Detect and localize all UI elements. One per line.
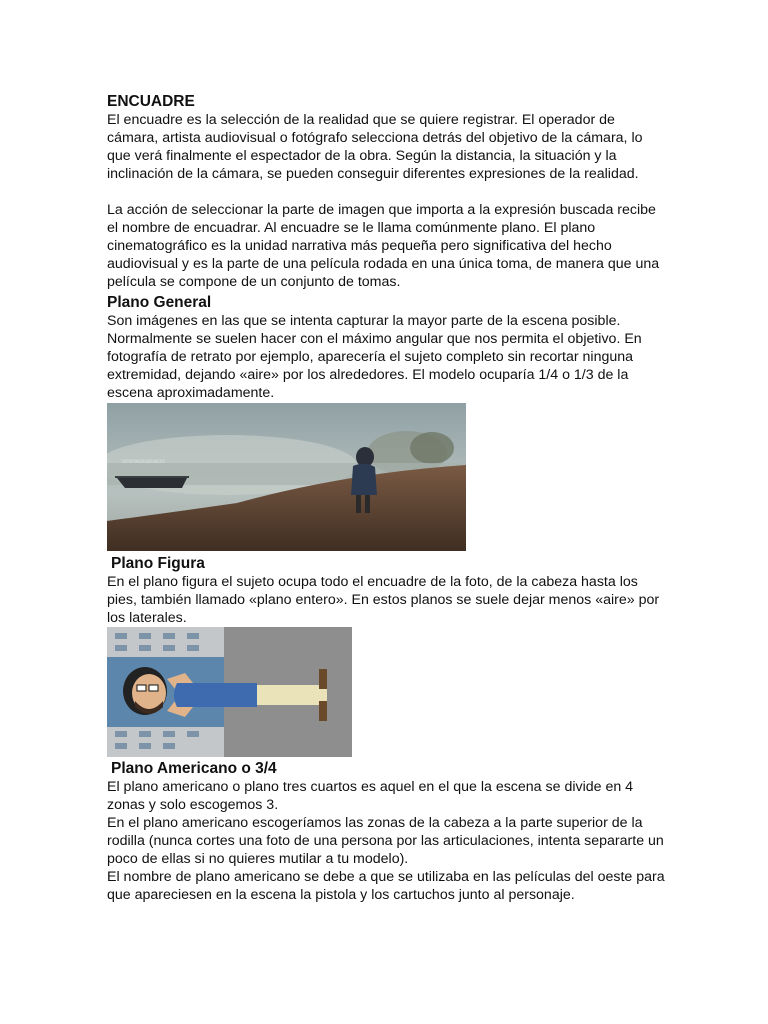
cartoon-man-lying-illustration [107,627,352,757]
section-text-plano-general: Son imágenes en las que se intenta capturar la mayor parte de la escena posible. Normalmente se suelen hacer con el máximo angular que nos permita el objetivo. En fotografía de retrato por ejemplo, aparecería el sujeto completo sin recortar ninguna extremidad, dejando «aire» por los alrededores. El modelo ocuparía 1/4 o 1/3 de la escena aproximadamente. [107,313,642,401]
intro-paragraph-1: El encuadre es la selección de la realidad que se quiere registrar. El operador de cámara, artista audiovisual o fotógrafo selecciona detrás del objetivo de la cámara, lo que verá finalmente el espectador de la obra. Según la distancia, la situación y la inclinación de la cámara, se pueden conseguir diferentes expresiones de la realidad. [107,112,643,182]
section-text-plano-americano-3: El nombre de plano americano se debe a que se utilizaba en las películas del oeste para que apareciesen en la escena la pistola y los cartuchos junto al personaje. [107,869,665,903]
section-text-plano-americano-2: En el plano americano escogeríamos las zonas de la cabeza a la parte superior de la rodilla (nunca cortes una foto de una persona por las articulaciones, intenta separarte un poco de ellas si no quieres mutilar a tu modelo). [107,815,664,867]
paragraph-spacer [107,183,667,201]
section-heading-plano-figura: Plano Figura [111,555,205,572]
section-text-plano-americano-1: El plano americano o plano tres cuartos es aquel en el que la escena se divide en 4 zonas y solo escogemos 3. [107,779,634,813]
intro-paragraph-2: La acción de seleccionar la parte de imagen que importa a la expresión buscada recibe el nombre de encuadrar. Al encuadre se le llama comúnmente plano. El plano cinematográfico es la unidad narrativa más pequeña pero significativa del hecho audiovisual y es la parte de una película rodada en una única toma, de manera que una película se compone de un conjunto de tomas. [107,202,660,290]
section-heading-plano-general: Plano General [107,294,212,311]
section-heading-plano-americano: Plano Americano o 3/4 [111,760,277,777]
document-title: ENCUADRE [107,93,195,110]
svg-text:sinmiedoalvacio: sinmiedoalvacio [122,459,165,465]
section-text-plano-figura: En el plano figura el sujeto ocupa todo el encuadre de la foto, de la cabeza hasta los pies, también llamado «plano entero». En estos planos se suele dejar menos «aire» por los laterales. [107,574,660,626]
document-page [107,90,667,904]
misty-lake-child-photo [107,403,466,551]
